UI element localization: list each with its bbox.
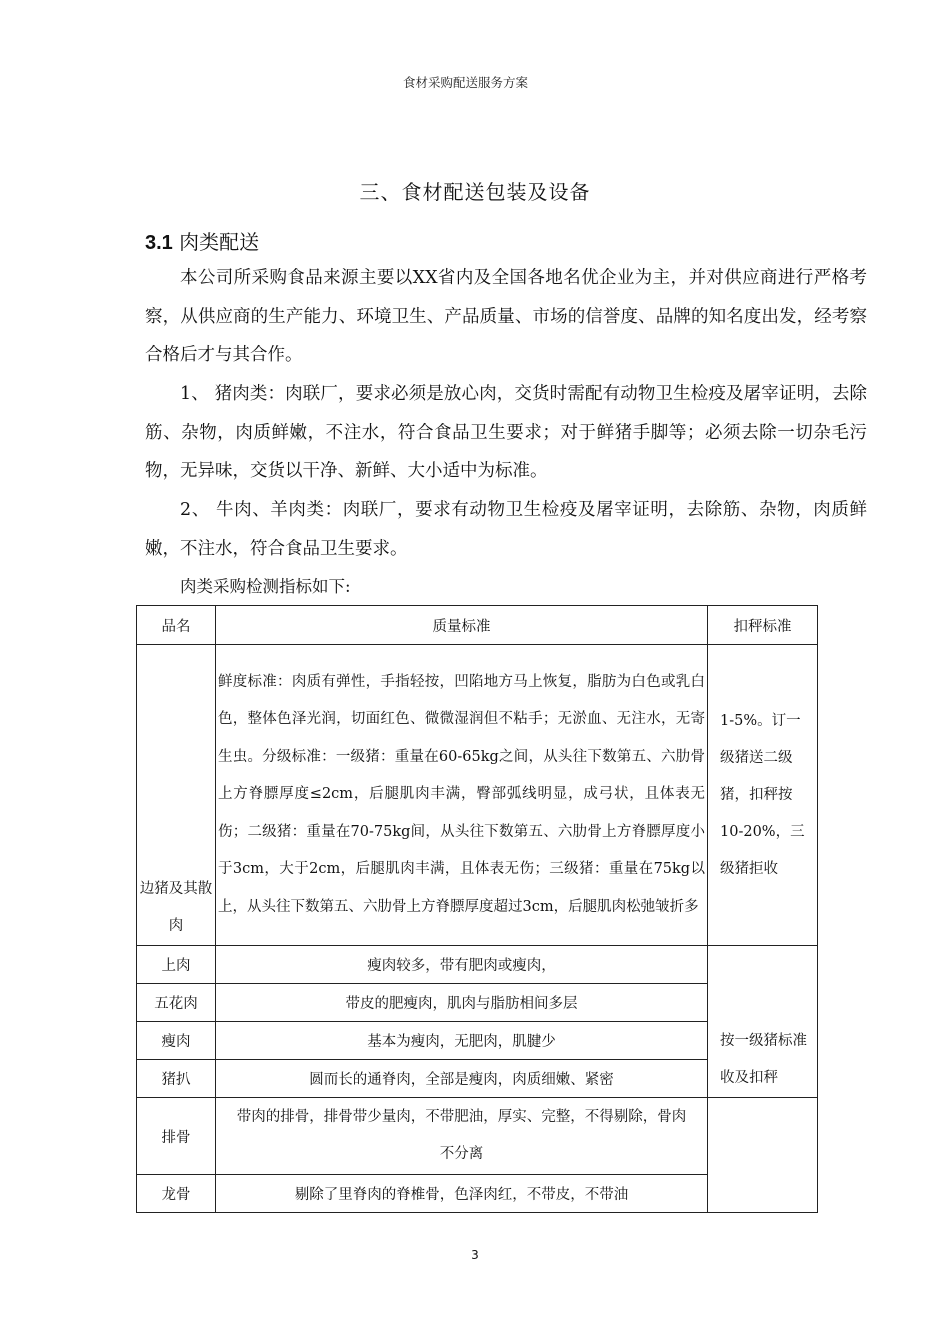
meat-standards-table <box>136 605 818 1213</box>
header-quality: 质量标准 <box>216 606 708 645</box>
section-number: 3.1 <box>145 232 173 254</box>
table-row <box>137 1098 818 1175</box>
row-name: 排骨 <box>137 1098 216 1175</box>
table-header-row <box>137 606 818 645</box>
pork-paragraph: 1、 猪肉类：肉联厂，要求必须是放心肉，交货时需配有动物卫生检疫及屠宰证明，去除筋、杂物，肉质鲜嫩，不注水，符合食品卫生要求；对于鲜猪手脚等；必须去除一切杂毛污物，无异味，交货以干净、新鲜、大小适中为标准。 <box>145 384 867 481</box>
row-quality: 基本为瘦肉，无肥肉，肌腱少 <box>216 1022 708 1060</box>
row-quality: 带皮的肥瘦肉，肌肉与脂肪相间多层 <box>216 984 708 1022</box>
intro-paragraph: 本公司所采购食品来源主要以XX省内及全国各地名优企业为主，并对供应商进行严格考察，从供应商的生产能力、环境卫生、产品质量、市场的信誉度、品牌的知名度出发，经考察合格后才与其合作。 <box>145 268 867 365</box>
section-title: 肉类配送 <box>179 230 260 254</box>
running-header: 食材采购配送服务方案 <box>403 75 529 90</box>
empty-deduction-cell <box>708 1098 818 1213</box>
header-deduction: 扣秤标准 <box>708 606 818 645</box>
header-name: 品名 <box>137 606 216 645</box>
page-number: 3 <box>471 1248 479 1262</box>
row-name: 龙骨 <box>137 1175 216 1213</box>
row-name: 五花肉 <box>137 984 216 1022</box>
row-deduction: 1-5%。订一级猪送二级猪，扣秤按10-20%，三级猪拒收 <box>708 645 818 946</box>
row-quality: 瘦肉较多，带有肥肉或瘦肉， <box>216 946 708 984</box>
row-quality: 剔除了里脊肉的脊椎骨，色泽肉红，不带皮，不带油 <box>216 1175 708 1213</box>
row-name: 上肉 <box>137 946 216 984</box>
beef-mutton-paragraph: 2、 牛肉、羊肉类：肉联厂，要求有动物卫生检疫及屠宰证明，去除筋、杂物，肉质鲜嫩，不注水，符合食品卫生要求。 <box>145 500 867 559</box>
row-name: 瘦肉 <box>137 1022 216 1060</box>
table-row <box>137 946 818 984</box>
table-row <box>137 645 818 946</box>
chapter-title: 三、食材配送包装及设备 <box>359 180 591 204</box>
table-caption: 肉类采购检测指标如下: <box>180 577 351 596</box>
row-name: 猪扒 <box>137 1060 216 1098</box>
row-name: 边猪及其散肉 <box>137 645 216 946</box>
group-deduction: 按一级猪标准收及扣秤 <box>708 946 818 1098</box>
section-heading <box>145 226 259 255</box>
row-quality: 鲜度标准：肉质有弹性，手指轻按，凹陷地方马上恢复，脂肪为白色或乳白色，整体色泽光润，切面红色、微微湿润但不粘手；无淤血、无注水，无寄生虫。分级标准：一级猪：重量在60-65kg之间，从头往下数第五、六肋骨上方脊膘厚度≤2cm，后腿肌肉丰满，臀部弧线明显，成弓状，且体表无伤；二级猪：重量在70-75kg间，从头往下数第五、六肋骨上方脊膘厚度小于3cm，大于2cm，后腿肌肉丰满，且体表无伤；三级猪：重量在75kg以上，从头往下数第五、六肋骨上方脊膘厚度超过3cm，后腿肌肉松弛皱折多 <box>216 645 708 946</box>
row-quality: 圆而长的通脊肉，全部是瘦肉，肉质细嫩、紧密 <box>216 1060 708 1098</box>
row-quality: 带肉的排骨，排骨带少量肉，不带肥油，厚实、完整，不得剔除，骨肉不分离 <box>216 1098 708 1175</box>
